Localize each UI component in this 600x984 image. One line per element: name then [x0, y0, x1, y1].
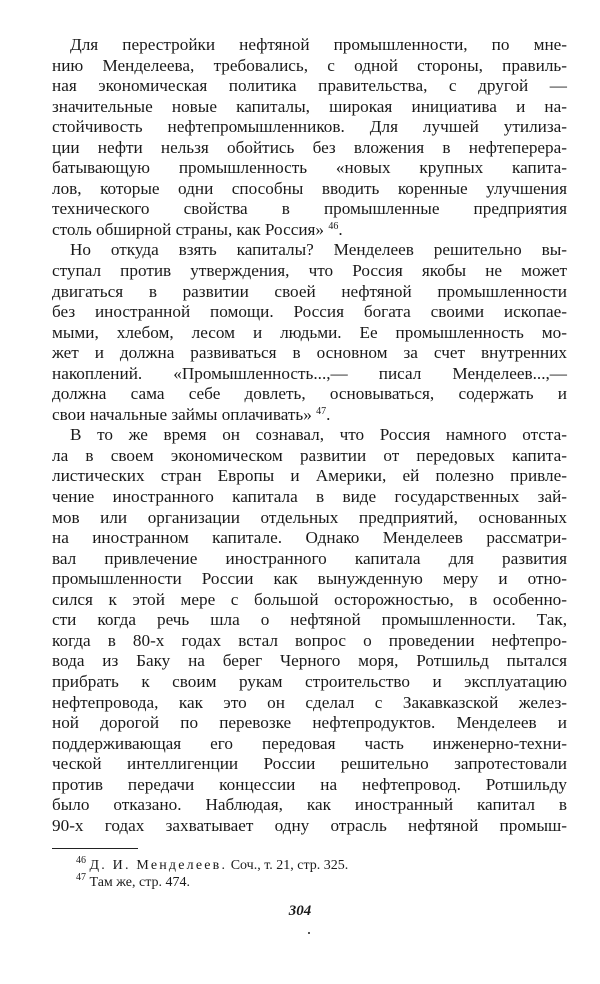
text-line: [52, 693, 567, 714]
line-text: промышленности России как вынужденную меру и отно-: [52, 569, 567, 589]
line-text: стойчивость нефтепромышленников. Для лучшей утилиза-: [52, 117, 567, 137]
line-text: сился к этой мере с большой осторожностью, в особенно-: [52, 589, 567, 609]
text-line: [52, 199, 567, 220]
line-text: ная экономическая политика правительства, с другой —: [52, 76, 567, 96]
text-line: [52, 631, 567, 652]
text-line: [52, 138, 567, 159]
line-text: нию Менделеева, требовались, с одной стороны, правиль-: [52, 55, 567, 75]
text-line: [52, 76, 567, 97]
line-text: В то же время он сознавал, что Россия намного отста-: [70, 425, 567, 445]
text-line: [52, 56, 567, 77]
text-line: [52, 425, 567, 446]
text-line: [52, 754, 567, 775]
text-line: [52, 302, 567, 323]
line-text: мыми, хлебом, лесом и людьми. Ее промышленность мо-: [52, 322, 567, 342]
line-text: поддерживающая его передовая часть инженерно-техни-: [52, 733, 567, 753]
text-line: [52, 35, 567, 56]
line-text: против передачи концессии на нефтепровод. Ротшильду: [52, 774, 567, 794]
line-text: свои начальные займы оплачивать»: [52, 404, 312, 424]
text-line: [52, 240, 567, 261]
line-text: батывающую промышленность «новых крупных капита-: [52, 158, 567, 178]
text-line: [52, 590, 567, 611]
line-text: жет и должна развиваться в основном за счет внутренних: [52, 343, 567, 363]
line-text: столь обширной страны, как Россия»: [52, 219, 325, 239]
text-line: [52, 261, 567, 282]
line-text: Для перестройки нефтяной промышленности, по мне-: [70, 35, 567, 54]
line-text: ла в своем экономическом развитии от передовых капита-: [52, 445, 567, 465]
line-text: нефтепровода, как это он сделал с Закавказской желез-: [52, 692, 567, 712]
line-text: без иностранной помощи. Россия богата своими ископае-: [52, 302, 567, 322]
text-line: [52, 651, 567, 672]
footnotes: [76, 857, 348, 891]
text-line: [52, 282, 567, 303]
text-line: [52, 549, 567, 570]
text-line: [52, 220, 567, 241]
text-line: [52, 158, 567, 179]
line-text: должна сама себе довлеть, основываться, содержать и: [52, 384, 567, 404]
line-text: ной дорогой по перевозке нефтепродуктов. Менделеев и: [52, 713, 567, 733]
text-line: [52, 405, 567, 426]
text-line: [52, 323, 567, 344]
line-text: накоплений. «Промышленность...,— писал Менделеев...,—: [52, 363, 567, 383]
line-text: вал привлечение иностранного капитала для развития: [52, 548, 567, 568]
text-line: [52, 117, 567, 138]
text-line: [52, 672, 567, 693]
footnote-text: Там же, стр. 474.: [89, 875, 190, 890]
line-text: ческой интеллигенции России решительно запротестовали: [52, 754, 567, 774]
text-line: [52, 97, 567, 118]
line-text: чение иностранного капитала в виде государственных зай-: [52, 487, 567, 507]
footnote-divider: [52, 848, 138, 849]
footnote-author: Д. И. Менделеев.: [89, 858, 228, 873]
text-line: [52, 384, 567, 405]
footnote-47: [76, 874, 348, 891]
text-line: [52, 734, 567, 755]
punctuation: .: [326, 404, 331, 424]
punctuation: .: [338, 219, 343, 239]
footnote-ref: 47: [316, 405, 327, 417]
text-line: [52, 466, 567, 487]
line-text: на иностранном капитале. Однако Менделеев рассматри-: [52, 528, 567, 548]
line-text: значительные новые капиталы, широкая инициатива и на-: [52, 96, 567, 116]
text-line: [52, 343, 567, 364]
body-text: [52, 35, 567, 836]
scan-speck: [308, 932, 310, 934]
text-line: [52, 364, 567, 385]
footnote-number: 47: [76, 872, 86, 883]
text-line: [52, 446, 567, 467]
line-text: вода из Баку на берег Черного моря, Ротшильд пытался: [52, 651, 567, 671]
text-line: [52, 528, 567, 549]
line-text: лов, которые одни способны вводить коренные улучшения: [52, 178, 567, 198]
line-text: листических стран Европы и Америки, ей полезно привле-: [52, 466, 567, 486]
footnote-ref: 46: [328, 220, 339, 232]
line-text: было отказано. Наблюдая, как иностранный капитал в: [52, 795, 567, 815]
line-text: двигаться в развитии своей нефтяной промышленности: [52, 281, 567, 301]
line-text: ступал против утверждения, что Россия якобы не может: [52, 261, 567, 281]
line-text: технического свойства в промышленные предприятия: [52, 199, 567, 219]
footnote-46: [76, 857, 348, 874]
line-text: сти когда речь шла о нефтяной промышленности. Так,: [52, 610, 567, 630]
text-line: [52, 610, 567, 631]
text-line: [52, 487, 567, 508]
text-line: [52, 179, 567, 200]
line-text: прибрать к своим рукам строительство и эксплуатацию: [52, 671, 567, 691]
page-number: 304: [288, 903, 312, 919]
line-text: когда в 80-х годах встал вопрос о проведении нефтепро-: [52, 630, 567, 650]
text-line: [52, 816, 567, 837]
text-line: [52, 795, 567, 816]
footnote-text: Соч., т. 21, стр. 325.: [227, 858, 349, 873]
text-line: [52, 569, 567, 590]
line-text: мов или организации отдельных предприятий, основанных: [52, 507, 567, 527]
line-text: ции нефти нельзя обойтись без вложения в нефтеперера-: [52, 137, 567, 157]
footnote-number: 46: [76, 855, 86, 866]
text-line: [52, 713, 567, 734]
line-text: Но откуда взять капиталы? Менделеев решительно вы-: [70, 240, 567, 260]
text-line: [52, 775, 567, 796]
line-text: 90-х годах захватывает одну отрасль нефтяной промыш-: [52, 815, 567, 835]
text-line: [52, 508, 567, 529]
